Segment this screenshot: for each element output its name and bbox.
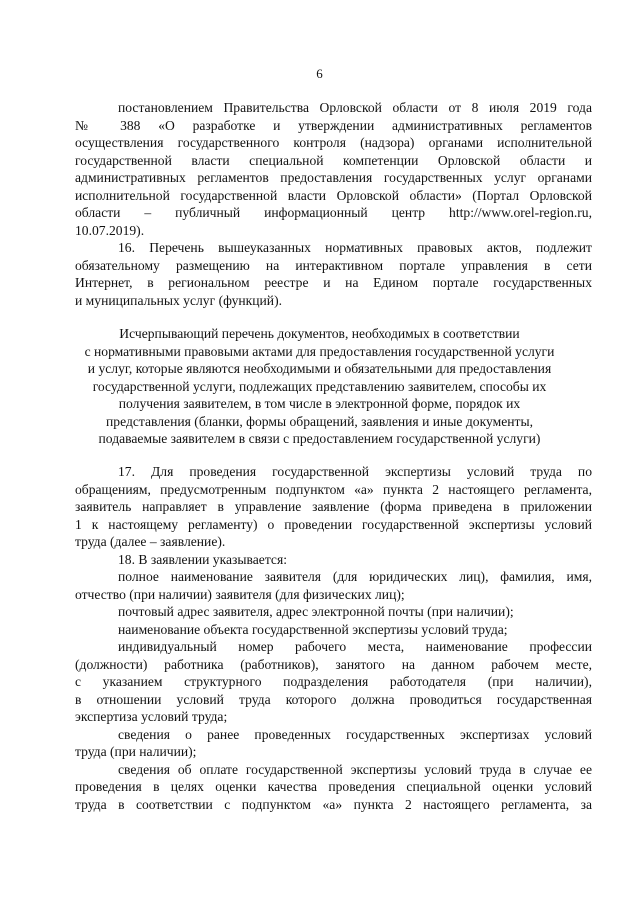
paragraph-line: сведения о ранее проведенных государственных экспертизах условий	[118, 726, 592, 742]
paragraph-line: полное наименование заявителя (для юридических лиц), фамилия, имя,	[118, 569, 592, 584]
section-heading-line: получения заявителем, в том числе в электронной форме, порядок их	[118, 396, 521, 411]
section-heading-line: и услуг, которые являются необходимыми и обязательными для предоставления	[87, 361, 552, 376]
paragraph-line: № 388 «О разработке и утверждении административных регламентов	[75, 117, 592, 133]
paragraph-line: экспертиза условий труда;	[75, 709, 228, 724]
paragraph-line: индивидуальный номер рабочего места, наименование профессии	[118, 639, 592, 654]
paragraph-line: 10.07.2019).	[75, 222, 145, 238]
paragraph-line: государственной власти специальной компетенции Орловской области и	[75, 152, 592, 168]
paragraph-line: труда (при наличии);	[75, 744, 197, 759]
paragraph-line: административных регламентов предоставления государственных услуг органами	[75, 170, 592, 185]
paragraph-line: проведения в целях оценки качества проведения специальной оценки условий	[75, 779, 592, 794]
paragraph-line: с указанием структурного подразделения работодателя (при наличии),	[75, 674, 592, 689]
section-heading-line: с нормативными правовыми актами для предоставления государственной услуги	[84, 343, 555, 359]
paragraph-line: и муниципальных услуг (функций).	[75, 292, 282, 308]
section-heading-line: подаваемые заявителем в связи с предоставлением государственной услуги)	[98, 431, 541, 446]
paragraph-line: труда (далее – заявление).	[75, 534, 226, 549]
paragraph-line: наименование объекта государственной экспертизы условий труда;	[118, 621, 508, 637]
paragraph-line: 17. Для проведения государственной экспертизы условий труда по	[118, 464, 592, 479]
paragraph-line: 1 к настоящему регламенту) о проведении государственной экспертизы условий	[75, 516, 592, 532]
paragraph-line: 18. В заявлении указывается:	[118, 551, 287, 567]
paragraph-line: сведения об оплате государственной экспертизы условий труда в случае ее	[118, 761, 592, 777]
paragraph-line: отчество (при наличии) заявителя (для физических лиц);	[75, 586, 405, 602]
paragraph-line: постановлением Правительства Орловской области от 8 июля 2019 года	[118, 100, 592, 115]
paragraph-line: исполнительной государственной власти Орловской области» (Портал Орловской	[75, 187, 592, 203]
page-number: 6	[316, 66, 323, 81]
paragraph-line: почтовый адрес заявителя, адрес электронной почты (при наличии);	[118, 604, 514, 619]
section-heading-line: представления (бланки, формы обращений, заявления и иные документы,	[106, 413, 533, 429]
section-heading-line: Исчерпывающий перечень документов, необходимых в соответствии	[119, 326, 520, 341]
paragraph-line: (должности) работника (работников), занятого на данном рабочем месте,	[75, 656, 592, 672]
paragraph-line: труда в соответствии с подпунктом «а» пункта 2 настоящего регламента, за	[75, 796, 592, 812]
paragraph-line: осуществления государственного контроля (надзора) органами исполнительной	[75, 135, 592, 150]
paragraph-line: в отношении условий труда которого должна проводиться государственная	[75, 691, 592, 707]
section-heading-line: государственной услуги, подлежащих представлению заявителем, способы их	[92, 378, 547, 394]
paragraph-line: обращениям, предусмотренным подпунктом «а» пункта 2 настоящего регламента,	[75, 481, 592, 497]
paragraph-line: Интернет, в региональном реестре и на Едином портале государственных	[75, 275, 592, 290]
paragraph-line: заявитель направляет в управление заявление (форма приведена в приложении	[75, 499, 592, 514]
paragraph-line: 16. Перечень вышеуказанных нормативных правовых актов, подлежит	[118, 240, 592, 255]
paragraph-line: обязательному размещению на интерактивном портале управления в сети	[75, 257, 592, 273]
paragraph-line: области – публичный информационный центр http://www.orel-region.ru,	[75, 205, 592, 220]
